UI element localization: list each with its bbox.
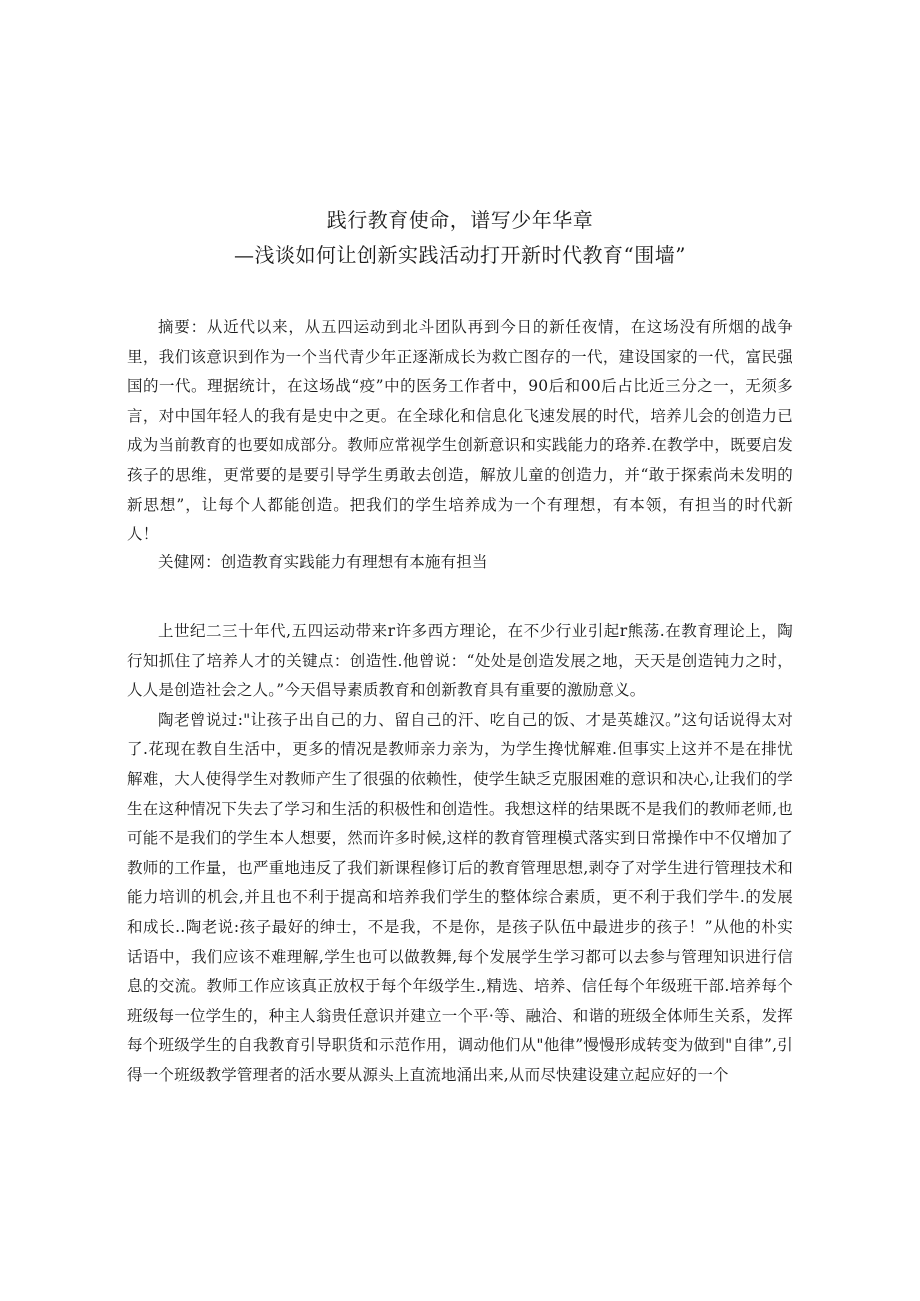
body-section — [127, 617, 793, 1091]
body-paragraph: 上世纪二三十年代,五四运动带来r许多西方理论，在不少行业引起r熊荡.在教育理论上，陶行知抓住了培养人才的关键点：创造性.他曾说：“处处是创造发展之地，天天是创造钝力之时，人人是创造社会之人。”今天倡导素质教育和创新教育具有重要的激励意义。 — [127, 622, 793, 700]
keywords-section — [127, 548, 793, 578]
abstract-section — [127, 313, 793, 550]
document-title: 践行教育使命，谱写少年华章 — [326, 208, 594, 232]
keywords-text: 关健网：创造教育实践能力有理想有本施有担当 — [158, 553, 488, 571]
abstract-text: 摘要：从近代以来，从五四运动到北斗团队再到今日的新任夜情，在这场没有所烟的战争里，我们该意识到作为一个当代青少年正逐渐成长为救亡图存的一代，建设国家的一代，富民强国的一代。理据统计，在这场战“疫”中的医务工作者中，90后和00后占比近三分之一，无须多言，对中国年轻人的我有是史中之更。在全球化和信息化飞速发展的时代，培养儿会的创造力已成为当前教育的也要如成部分。教师应常视学生创新意识和实践能力的珞养.在教学中，既要启发孩子的思维，更常要的是要引导学生勇敢去创造，解放儿童的创造力，并“敢于探索尚未发明的新思想”，让每个人都能创造。把我们的学生培养成为一个有理想，有本领，有担当的时代新人！ — [127, 318, 793, 544]
document-subtitle: —浅谈如何让创新实践活动打开新时代教育“围墙” — [234, 243, 686, 267]
body-paragraph: 陶老曾说过:"让孩子出自己的力、留自己的汗、吃自己的饭、才是英雄汉。”这句话说得太对了.花现在教自生活中，更多的情况是教师亲力亲为，为学生搀忧解难.但事实上这并不是在排忧解难，大人使得学生对教师产生了很强的依赖性，使学生缺乏克服困难的意识和决心,让我们的学生在这种情况下失去了学习和生活的积极性和创造性。我想这样的结果既不是我们的教师老师,也可能不是我们的学生本人想要，然而许多时候,这样的教育管理模式落实到日常操作中不仅增加了教师的工作量，也严重地违反了我们新课程修订后的教育管理思想,剥夺了对学生进行管理技术和能力培训的机会,并且也不利于提高和培养我们学生的整体综合素质，更不利于我们学牛.的发展和成长..陶老说:孩子最好的绅士，不是我，不是你，是孩子队伍中最进步的孩子！”从他的朴实话语中，我们应该不难理解,学生也可以做教舞,每个发展学生学习都可以去参与管理知识进行信息的交流。教师工作应该真正放权于每个年级学生.,精选、培养、信任每个年级班干部.培养每个班级每一位学生的，种主人翁贵任意识并建立一个平·等、融洽、和谐的班级全体师生关系，发挥每个班级学生的自我教育引导职货和示范作用，调动他们从"他律”慢慢形成转变为做到"自律”,引得一个班级教学管理者的活水要从源头上直流地涌出来,从而尽快建设建立起应好的一个 — [127, 710, 793, 1084]
